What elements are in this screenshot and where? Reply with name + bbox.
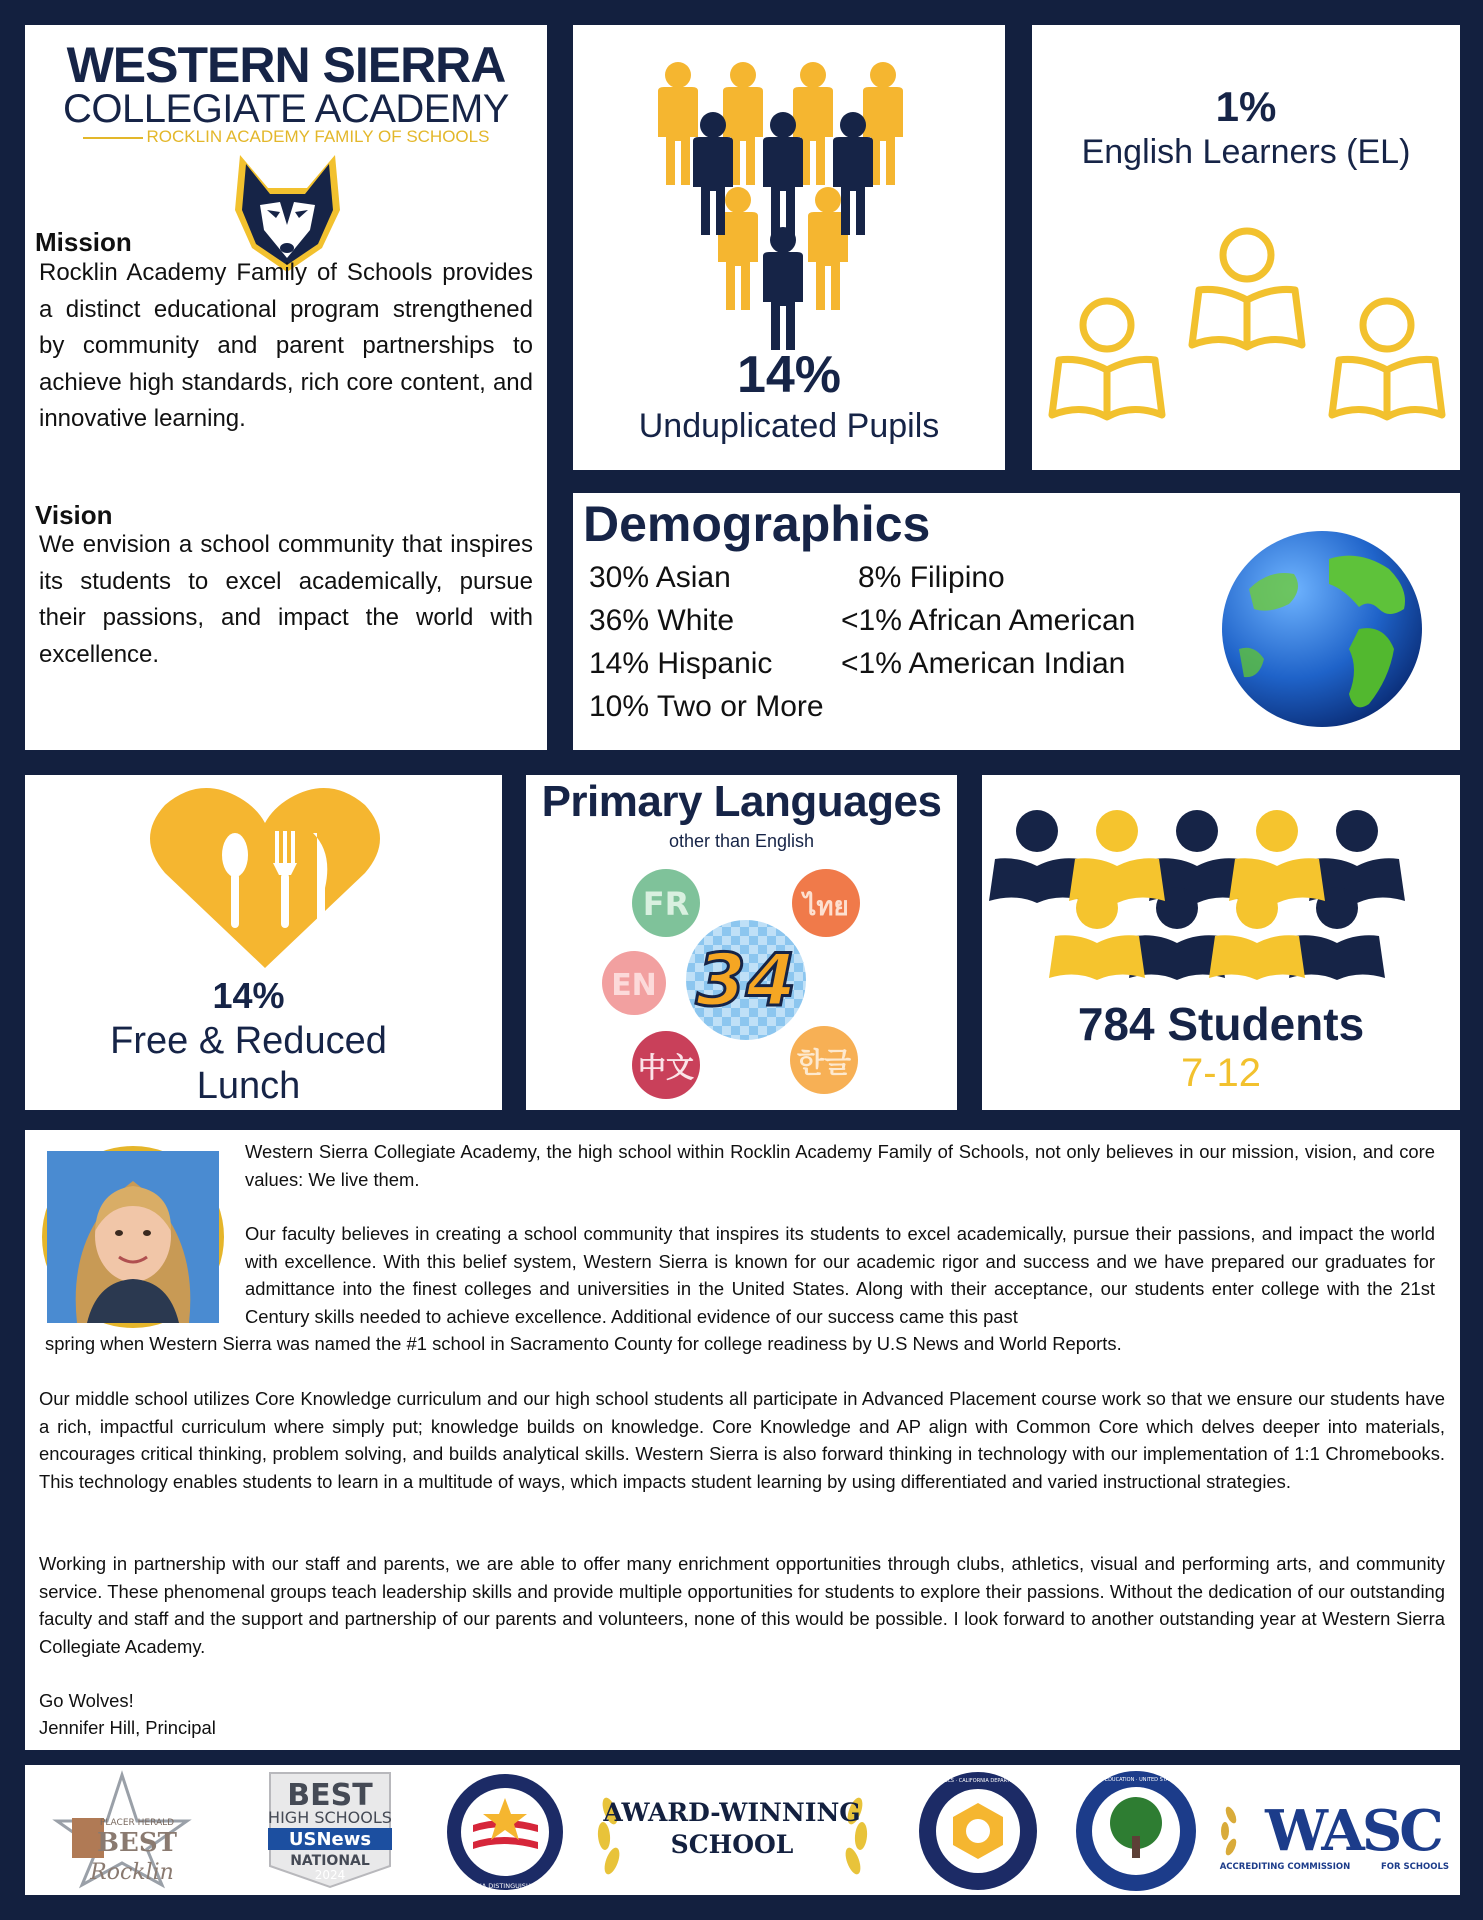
student-group-icon xyxy=(643,35,933,355)
demographics-title: Demographics xyxy=(583,496,931,552)
student-grades: 7-12 xyxy=(1180,1051,1262,1095)
bubble-en: EN xyxy=(611,968,657,1003)
principal-letter-panel xyxy=(25,1130,1460,1750)
bubble-korean: 한글 xyxy=(796,1046,852,1079)
letter-paragraph-3: Our middle school utilizes Core Knowledge curriculum and our high school students all participate in Advanced Placement course work so that we ensure our students have a rich, impactful curriculum where simply put; knowledge builds on knowledge. Core Knowledge and AP align with Common Core which delves deeper into materials, encourages critical thinking, problem solving, and builds analytical skills. Western Sierra is also forward thinking in technology with our implementation of 1:1 Chromebooks. This technology enables students to learn in a multitude of ways, which impacts student learning by using differentiated and varied instructional strategies. xyxy=(39,1388,1445,1492)
globe-icon xyxy=(1209,529,1435,729)
placer-line1: PLACER HERALD xyxy=(99,1818,175,1828)
award-line1: AWARD-WINNING xyxy=(603,1798,861,1827)
us-department-of-education-seal xyxy=(1061,1768,1211,1894)
california-distinguished-school-seal xyxy=(440,1770,570,1894)
bubble-chinese: 中文 xyxy=(637,1051,695,1084)
lunch-value: 14% xyxy=(212,975,285,1016)
bubble-fr: FR xyxy=(642,885,690,923)
wasc-accreditation-logo xyxy=(1215,1795,1453,1875)
languages-title: Primary Languages xyxy=(541,777,942,826)
el-label: English Learners (EL) xyxy=(1081,133,1411,171)
school-family-tagline: ROCKLIN ACADEMY FAMILY OF SCHOOLS xyxy=(39,127,533,147)
gold-ribbon-text: GOLD RIBBON SCHOOLS · CALIFORNIA DEPARTMENT OF EDUCATION xyxy=(892,1778,1064,1784)
placer-herald-best-logo xyxy=(37,1773,207,1888)
letter-paragraph-2: Our faculty believes in creating a school community that inspires its students to excel academically, pursue their passions, and impact the world with excellence. With this belief system, Western Sierra is known for our academic rigor and success and we have prepared our graduates for admittance into the finest colleges and universities in the United States. Along with their acceptance, our students enter college with the 21st Century skills needed to achieve excellence. Additional evidence of our success came this past xyxy=(245,1223,1435,1327)
ca-distinguished-text: A CALIFORNIA DISTINGUISHED SCHOOL xyxy=(440,1882,570,1890)
english-learners-panel xyxy=(1032,25,1460,470)
languages-subtitle: other than English xyxy=(668,831,815,851)
wasc-right: FOR SCHOOLS xyxy=(1381,1862,1449,1872)
unduplicated-pupils-panel xyxy=(573,25,1005,470)
bubble-thai: ไทย xyxy=(803,892,849,922)
primary-languages-panel xyxy=(526,775,957,1110)
vision-heading: Vision xyxy=(35,500,113,530)
wasc-left: ACCREDITING COMMISSION xyxy=(1219,1862,1351,1872)
language-bubbles-icon xyxy=(596,855,896,1105)
unduplicated-label: Unduplicated Pupils xyxy=(638,407,940,445)
free-reduced-lunch-panel xyxy=(25,775,502,1110)
reading-students-icon xyxy=(1047,225,1447,455)
principal-photo xyxy=(42,1146,224,1328)
vision-text: We envision a school community that inspires its students to excel academically, pursue their passions, and impact the world with excellence. xyxy=(39,531,533,668)
letter-signature: Jennifer Hill, Principal xyxy=(39,1717,216,1738)
usnews-year: 2024 xyxy=(314,1868,346,1882)
demo-item: 8% Filipino xyxy=(858,561,1005,594)
heart-utensils-icon xyxy=(145,783,385,968)
school-name-line2: COLLEGIATE ACADEMY xyxy=(63,87,509,131)
letter-paragraph-2-end: spring when Western Sierra was named the #1 school in Sacramento County for college readiness by U.S News and World Reports. xyxy=(45,1333,1122,1354)
letter-paragraph-4: Working in partnership with our staff and parents, we are able to offer many enrichment opportunities through clubs, athletics, visual and performing arts, and community service. These phenomenal groups teach leadership skills and provide multiple opportunities for students to explore their passions. Without the dedication of our outstanding faculty and staff and the support and partnership of our parents and volunteers, none of this would be possible. I look forward to another outstanding year at Western Sierra Collegiate Academy. xyxy=(39,1553,1445,1657)
student-count: 784 Students xyxy=(1077,998,1365,1050)
principal-portrait-icon xyxy=(47,1151,219,1323)
students-panel xyxy=(982,775,1460,1110)
placer-line3: Rocklin xyxy=(90,1860,174,1885)
mission-vision-panel xyxy=(25,25,547,750)
demo-item: <1% African American xyxy=(841,604,1136,637)
letter-closing: Go Wolves! xyxy=(39,1690,134,1711)
demo-item: 36% White xyxy=(589,604,735,637)
gold-ribbon-schools-seal xyxy=(892,1769,1064,1893)
usnews-hs: HIGH SCHOOLS xyxy=(268,1808,392,1827)
usnews-best: BEST xyxy=(287,1778,373,1813)
award-line2: SCHOOL xyxy=(670,1830,794,1859)
unduplicated-value: 14% xyxy=(736,346,842,404)
placer-line2: BEST xyxy=(97,1828,177,1858)
demo-item: 10% Two or More xyxy=(589,690,824,723)
award-winning-school-badge xyxy=(590,1771,875,1891)
students-reading-icon xyxy=(992,803,1452,983)
languages-count: 34 xyxy=(695,938,797,1022)
awards-panel xyxy=(25,1765,1460,1895)
el-value: 1% xyxy=(1215,83,1277,130)
letter-paragraph-1: Western Sierra Collegiate Academy, the high school within Rocklin Academy Family of Schools, not only believes in our mission, vision, and core values: We live them. xyxy=(245,1141,1435,1190)
lunch-label-line1: Free & Reduced xyxy=(110,1020,387,1062)
us-news-best-high-schools-badge xyxy=(260,1771,400,1889)
wasc-text: WASC xyxy=(1265,1798,1441,1864)
usnews-national: NATIONAL xyxy=(290,1853,370,1869)
mission-heading: Mission xyxy=(35,227,132,257)
usnews-brand: USNews xyxy=(288,1829,372,1850)
lunch-label-line2: Lunch xyxy=(196,1065,301,1107)
demo-item: <1% American Indian xyxy=(841,647,1126,680)
demo-item: 30% Asian xyxy=(589,561,731,594)
demo-item: 14% Hispanic xyxy=(589,647,773,680)
mission-text: Rocklin Academy Family of Schools provides a distinct educational program strengthened by community and parent partnerships to achieve high standards, rich core content, and innovative learning. xyxy=(39,259,533,432)
school-name-line1: WESTERN SIERRA xyxy=(66,37,506,93)
doe-text: DEPARTMENT OF EDUCATION · UNITED STATES OF AMERICA xyxy=(1061,1777,1211,1783)
demographics-panel xyxy=(573,493,1460,750)
